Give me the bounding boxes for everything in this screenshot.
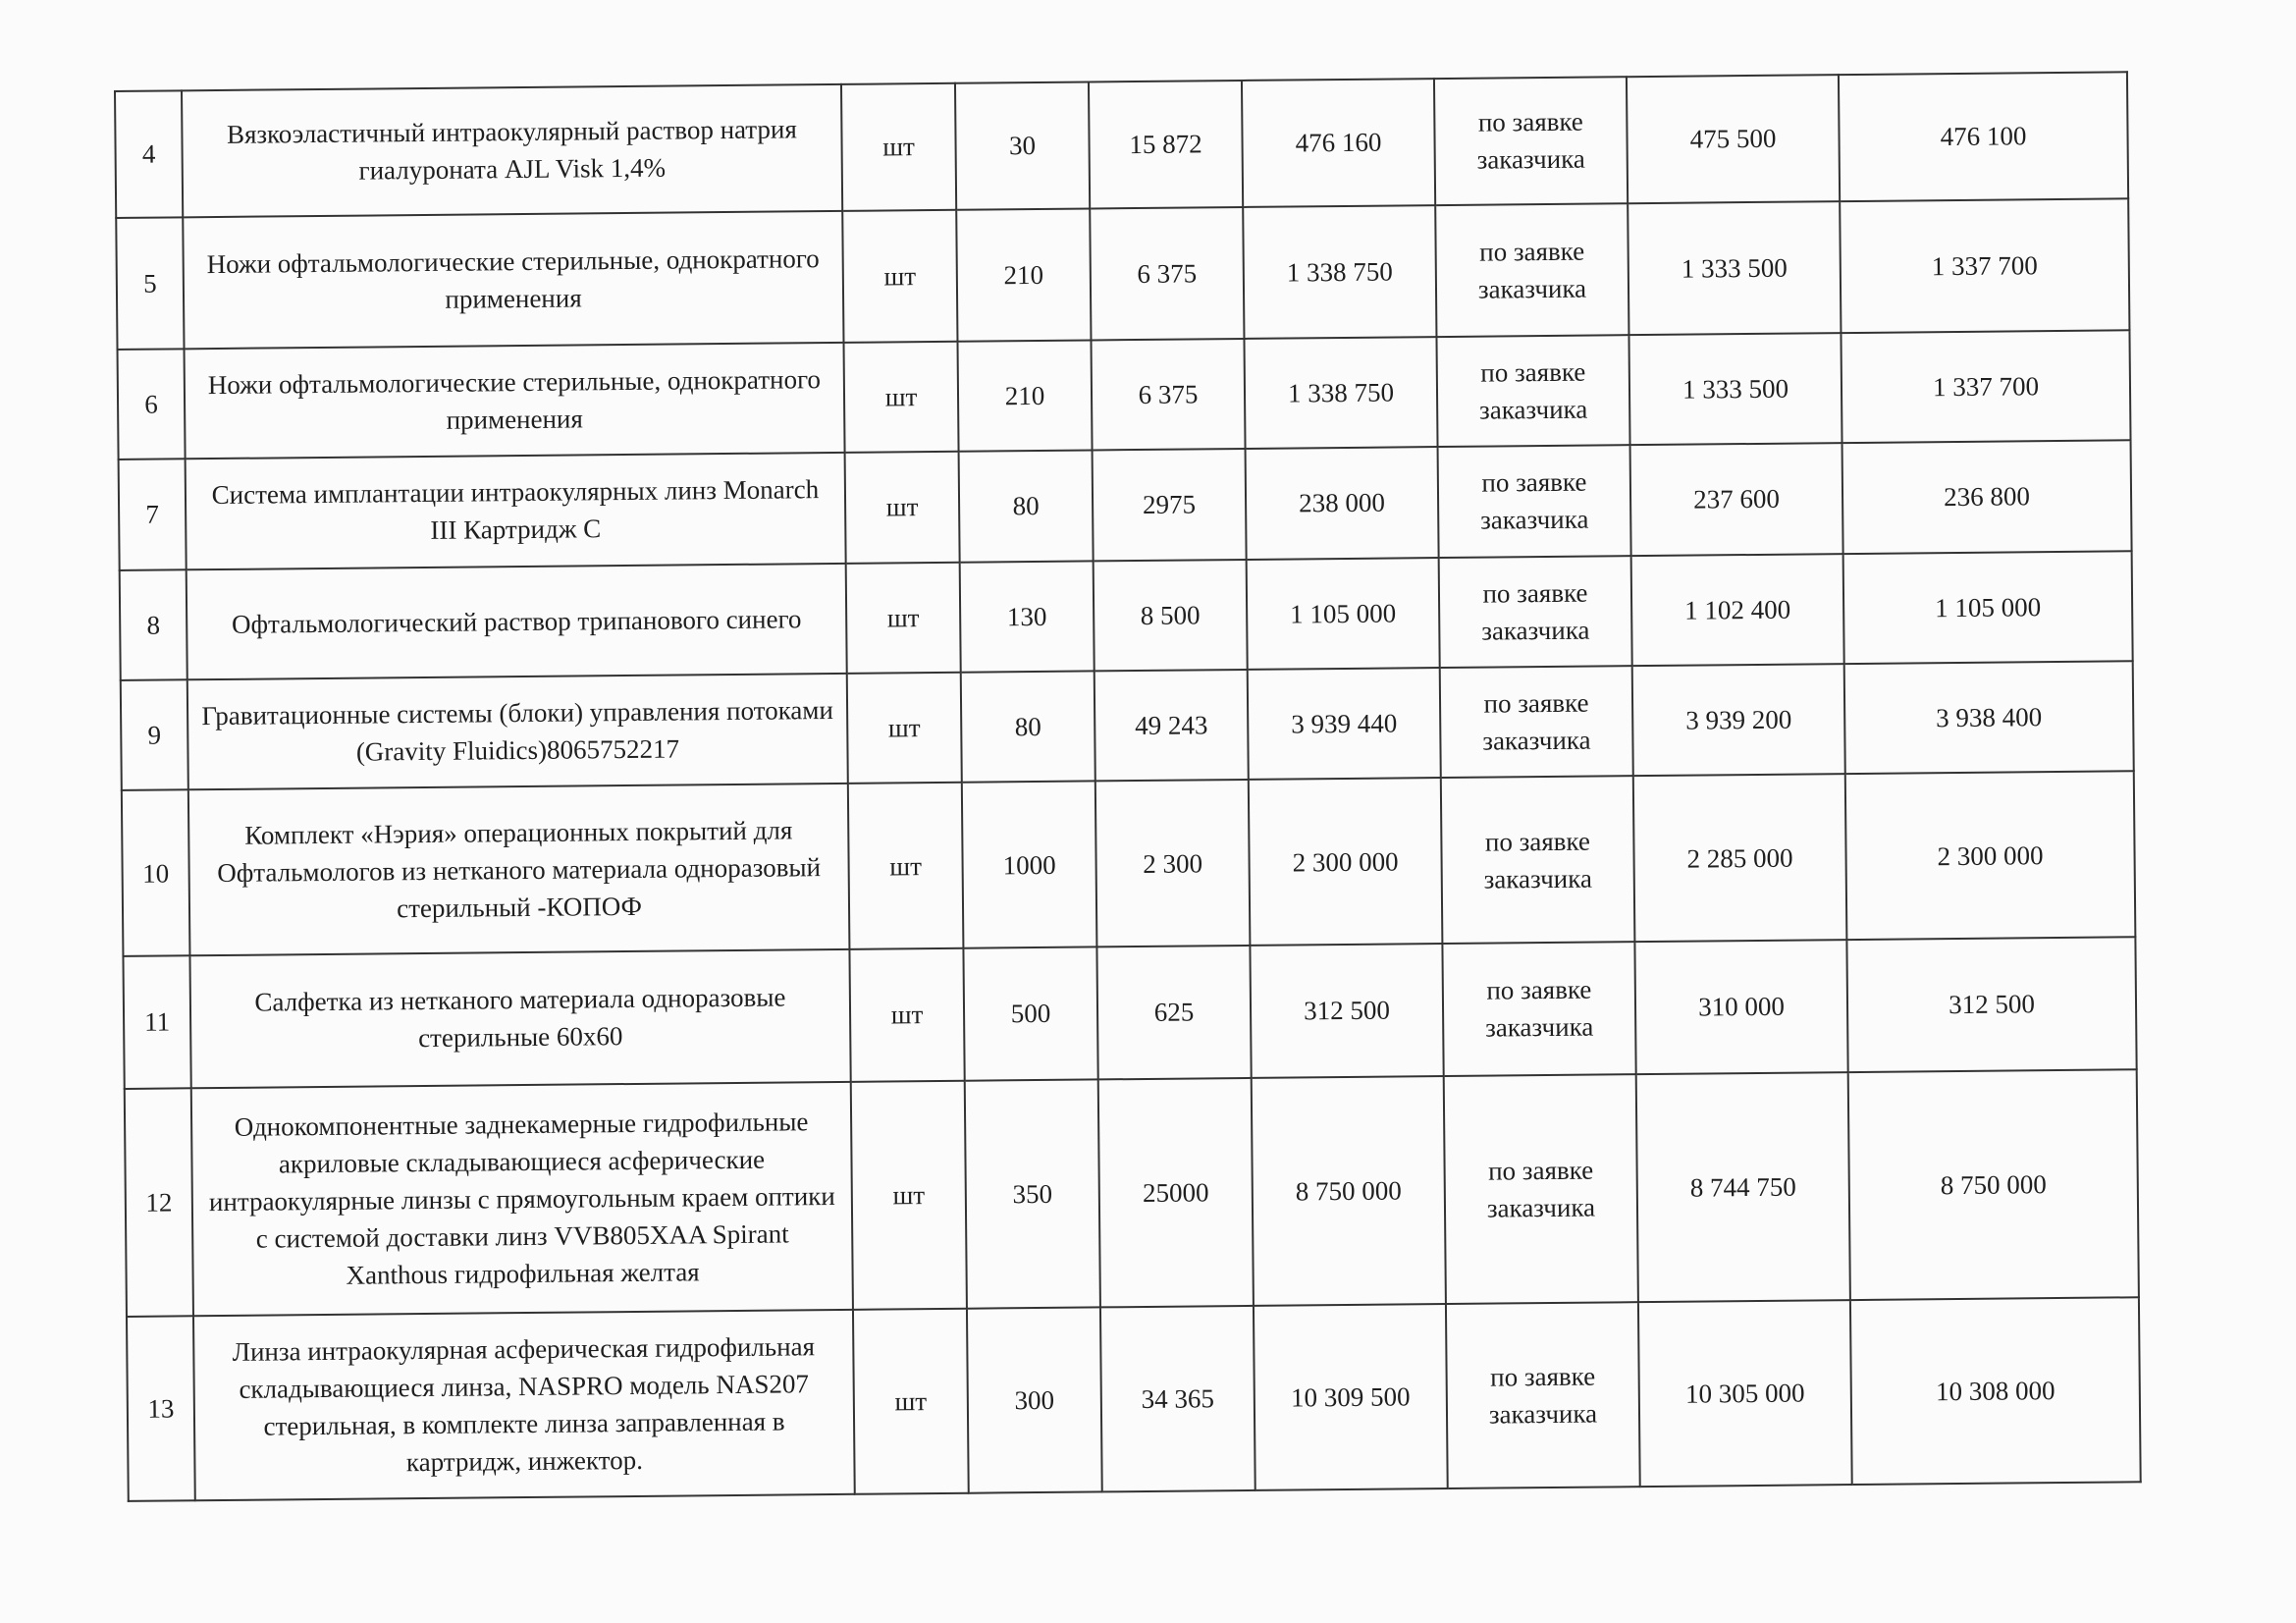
delivery-condition-cell: по заявке заказчика xyxy=(1444,1074,1638,1304)
total-sum-cell: 1 105 000 xyxy=(1247,558,1440,670)
item-name-cell: Гравитационные системы (блоки) управления потоками (Gravity Fluidics)8065752217 xyxy=(187,674,848,790)
offer-2-cell: 1 105 000 xyxy=(1843,551,2133,664)
offer-2-cell: 8 750 000 xyxy=(1848,1069,2139,1300)
table-row xyxy=(119,441,2132,570)
unit-cell: шт xyxy=(851,1081,967,1311)
quantity-cell: 80 xyxy=(961,671,1095,782)
row-number-cell: 8 xyxy=(120,569,187,680)
offer-2-cell: 1 337 700 xyxy=(1840,198,2129,333)
row-number-cell: 12 xyxy=(125,1088,193,1317)
row-number-cell: 5 xyxy=(116,217,184,350)
offer-1-cell: 475 500 xyxy=(1627,75,1840,203)
table-row xyxy=(122,771,2136,956)
unit-cell: шт xyxy=(842,209,957,343)
quantity-cell: 210 xyxy=(956,208,1091,342)
offer-1-cell: 1 333 500 xyxy=(1628,201,1841,336)
delivery-condition-cell: по заявке заказчика xyxy=(1440,666,1633,778)
delivery-condition-cell: по заявке заказчика xyxy=(1435,203,1629,338)
item-name-cell: Линза интраокулярная асферическая гидрофильная складывающиеся линза, NASPRO модель NAS207 стерильная, в комплекте линза заправленная в картридж, инжектор. xyxy=(193,1310,855,1500)
row-number-cell: 11 xyxy=(123,955,190,1088)
item-name-cell: Ножи офтальмологические стерильные, однократного применения xyxy=(185,343,845,460)
quantity-cell: 350 xyxy=(965,1079,1100,1309)
offer-2-cell: 476 100 xyxy=(1839,72,2128,200)
quantity-cell: 80 xyxy=(959,451,1094,562)
delivery-condition-cell: по заявке заказчика xyxy=(1439,556,1632,668)
row-number-cell: 10 xyxy=(122,789,190,956)
total-sum-cell: 476 160 xyxy=(1242,79,1435,206)
table-row xyxy=(127,1298,2141,1501)
total-sum-cell: 10 309 500 xyxy=(1254,1304,1448,1490)
row-number-cell: 13 xyxy=(127,1317,195,1501)
table-row xyxy=(120,551,2133,680)
unit-cell: шт xyxy=(841,83,956,211)
offer-1-cell: 1 102 400 xyxy=(1631,554,1844,666)
offer-2-cell: 2 300 000 xyxy=(1845,771,2136,940)
total-sum-cell: 3 939 440 xyxy=(1248,668,1441,780)
table-row xyxy=(115,72,2128,217)
offer-2-cell: 236 800 xyxy=(1842,441,2132,554)
unit-price-cell: 25000 xyxy=(1098,1078,1254,1308)
quantity-cell: 130 xyxy=(960,561,1095,672)
row-number-cell: 9 xyxy=(121,679,188,790)
delivery-condition-cell: по заявке заказчика xyxy=(1434,77,1628,204)
offer-2-cell: 312 500 xyxy=(1846,937,2136,1071)
delivery-condition-cell: по заявке заказчика xyxy=(1442,942,1635,1076)
offer-1-cell: 1 333 500 xyxy=(1629,333,1842,445)
offer-1-cell: 237 600 xyxy=(1630,443,1843,555)
total-sum-cell: 238 000 xyxy=(1246,447,1439,559)
unit-price-cell: 15 872 xyxy=(1089,81,1243,208)
total-sum-cell: 312 500 xyxy=(1250,944,1443,1078)
item-name-cell: Система имплантации интраокулярных линз Monarch III Картридж С xyxy=(186,453,846,569)
item-name-cell: Вязкоэластичный интраокулярный раствор натрия гиалуроната AJL Visk 1,4% xyxy=(182,84,842,217)
offer-1-cell: 2 285 000 xyxy=(1633,774,1847,942)
unit-cell: шт xyxy=(844,342,959,453)
offer-2-cell: 10 308 000 xyxy=(1850,1298,2141,1485)
delivery-condition-cell: по заявке заказчика xyxy=(1441,776,1635,944)
total-sum-cell: 1 338 750 xyxy=(1243,205,1436,340)
item-name-cell: Комплект «Нэрия» операционных покрытий для Офтальмологов из нетканого материала одноразовый стерильный -КОПОФ xyxy=(188,784,850,956)
offer-1-cell: 310 000 xyxy=(1634,940,1847,1074)
procurement-table xyxy=(114,71,2142,1502)
quantity-cell: 300 xyxy=(967,1308,1102,1493)
offer-2-cell: 1 337 700 xyxy=(1841,330,2130,443)
item-name-cell: Ножи офтальмологические стерильные, однократного применения xyxy=(183,210,843,349)
offer-2-cell: 3 938 400 xyxy=(1844,661,2134,774)
unit-price-cell: 625 xyxy=(1096,946,1251,1079)
row-number-cell: 6 xyxy=(118,349,186,460)
unit-price-cell: 34 365 xyxy=(1100,1306,1255,1491)
table-row xyxy=(118,330,2131,460)
quantity-cell: 210 xyxy=(957,341,1092,452)
unit-price-cell: 2 300 xyxy=(1095,780,1251,947)
item-name-cell: Офтальмологический раствор трипанового синего xyxy=(187,563,847,679)
unit-price-cell: 6 375 xyxy=(1091,339,1245,451)
table-row xyxy=(123,937,2136,1088)
table-body xyxy=(115,72,2141,1501)
delivery-condition-cell: по заявке заказчика xyxy=(1446,1302,1640,1488)
quantity-cell: 1000 xyxy=(962,781,1097,948)
row-number-cell: 7 xyxy=(119,460,187,570)
unit-cell: шт xyxy=(846,562,961,673)
unit-cell: шт xyxy=(853,1309,969,1494)
unit-price-cell: 8 500 xyxy=(1094,559,1248,671)
item-name-cell: Салфетка из нетканого материала одноразовые стерильные 60х60 xyxy=(189,949,850,1088)
delivery-condition-cell: по заявке заказчика xyxy=(1436,335,1629,447)
unit-cell: шт xyxy=(847,672,962,783)
offer-1-cell: 3 939 200 xyxy=(1632,664,1845,776)
quantity-cell: 30 xyxy=(955,81,1090,209)
table-row xyxy=(125,1069,2139,1317)
unit-price-cell: 6 375 xyxy=(1090,206,1244,340)
unit-cell: шт xyxy=(849,948,964,1082)
total-sum-cell: 2 300 000 xyxy=(1249,778,1443,946)
delivery-condition-cell: по заявке заказчика xyxy=(1438,446,1631,558)
quantity-cell: 500 xyxy=(963,947,1097,1081)
row-number-cell: 4 xyxy=(115,90,183,217)
item-name-cell: Однокомпонентные заднекамерные гидрофильные акриловые складывающиеся асферические интраокулярные линзы с прямоугольным краем оптики с системой доставки линз VVB805XAA Spirant Xanthous гидрофильная желтая xyxy=(191,1082,853,1317)
total-sum-cell: 1 338 750 xyxy=(1244,337,1437,449)
table-row xyxy=(116,198,2129,350)
table-row xyxy=(121,661,2134,790)
total-sum-cell: 8 750 000 xyxy=(1252,1076,1446,1306)
offer-1-cell: 10 305 000 xyxy=(1638,1300,1852,1487)
unit-cell: шт xyxy=(845,452,960,563)
unit-price-cell: 49 243 xyxy=(1095,670,1249,782)
offer-1-cell: 8 744 750 xyxy=(1636,1072,1850,1303)
unit-cell: шт xyxy=(848,783,964,949)
unit-price-cell: 2975 xyxy=(1093,449,1247,561)
